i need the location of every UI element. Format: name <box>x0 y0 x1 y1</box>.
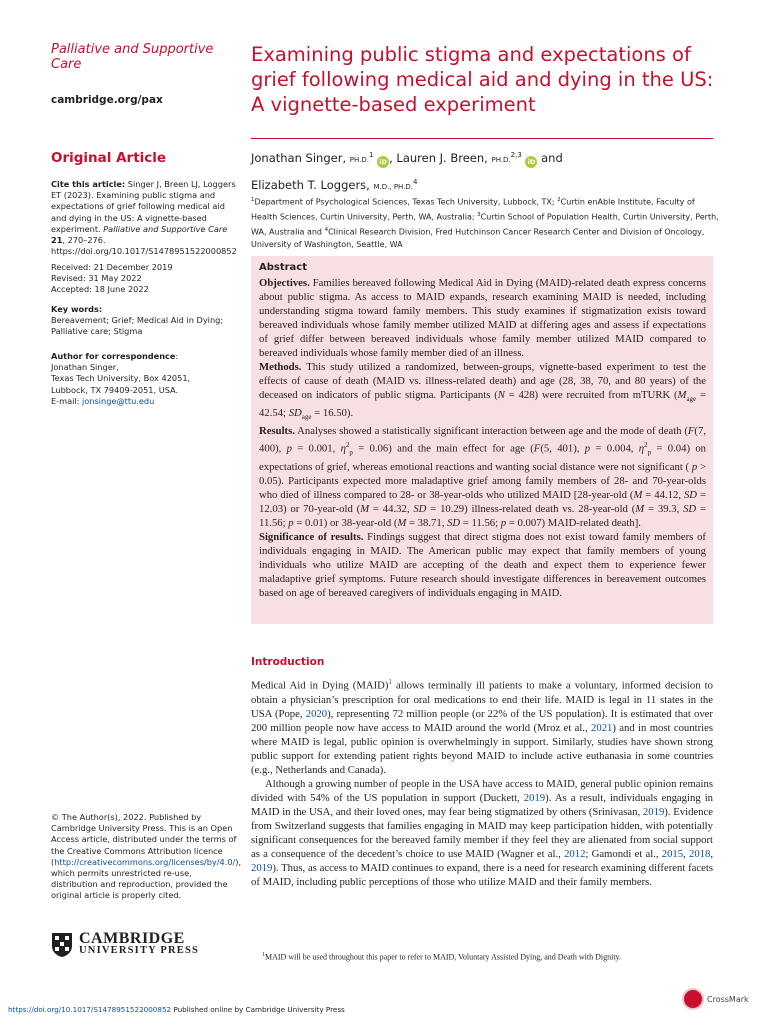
para-text: ), representing 72 million people (or 22% of the US population). It is estimated that over 200 million people now have access to MAID around the world (Mroz et al., <box>251 707 713 734</box>
logo-text <box>79 930 200 957</box>
reference-link[interactable]: 2021 <box>591 721 613 734</box>
received-date: Received: 21 December 2019 <box>51 262 173 272</box>
para-text: , <box>683 847 689 860</box>
abstract-objectives <box>259 276 706 360</box>
footnote-text: MAID will be used throughout this paper to refer to MAID, Voluntary Assisted Dying, and Death with Dignity. <box>265 952 622 962</box>
results-text: = 11.56; <box>460 516 501 529</box>
logo-line-1: CAMBRIDGE <box>79 930 185 947</box>
affil-3: Curtin School of Population Health, Curtin University, Perth, WA, Australia and <box>251 212 719 237</box>
corr-email-link[interactable]: jonsinge@ttu.edu <box>82 395 155 406</box>
methods-text: = 16.50). <box>311 407 354 420</box>
results-text: > 0.05). Participants expected more maladaptive grief among family members of 28- and 70-year-olds who died of illness compared to 28- or 38-year-olds who utilized MAID [28-year-old ( <box>259 460 706 501</box>
crossmark-icon <box>682 988 704 1010</box>
article-type: Original Article <box>51 150 167 166</box>
affil-sup-3: 3 <box>477 212 481 219</box>
cite-pages: , 270–276. https://doi.org/10.1017/S1478951522000852 <box>51 235 237 257</box>
cite-label: Cite this article: <box>51 179 126 189</box>
stat-p: p <box>288 516 294 529</box>
results-text: = 0.001, <box>291 442 341 455</box>
significance-label: Significance of results. <box>259 530 364 543</box>
author-list: Jonathan Singer, PH.D.$^1$ iD , Lauren J. Breen, PH.D.$^{2,3}$ iD and Elizabeth T. Loggers, M.D., PH.D.$^4$ <box>251 150 563 192</box>
keywords-list: Bereavement; Grief; Medical Aid in Dying; Palliative care; Stigma <box>51 315 224 337</box>
body-text <box>251 675 713 889</box>
para-text: , <box>710 847 714 860</box>
para-text: Medical Aid in Dying (MAID) <box>251 679 389 692</box>
stat-m: M <box>397 516 407 529</box>
affiliations <box>251 194 721 252</box>
results-text: (5, 401), <box>540 442 585 455</box>
para-text: ; Gamondi et al., <box>585 847 662 860</box>
objectives-label: Objectives. <box>259 277 310 289</box>
stat-m: M <box>635 502 645 515</box>
stat-sup: 2 <box>345 441 350 450</box>
stat-sub: age <box>301 413 312 422</box>
footnote <box>262 952 621 962</box>
reference-link[interactable]: 2019 <box>642 805 665 818</box>
author-3: Elizabeth T. Loggers, <box>251 177 370 192</box>
affil-sup-4: 4 <box>324 227 329 234</box>
stat-sup: 2 <box>644 441 648 450</box>
stat-eta: η <box>340 442 346 455</box>
results-text: = 0.04) on expectations of grief, whereas emotional reactions and wanting social distance were not significant ( <box>259 442 707 473</box>
journal-name: Palliative and Supportive Care <box>51 42 214 72</box>
author-1: Jonathan Singer, <box>251 150 347 165</box>
author-1-degree: PH.D. <box>349 155 369 164</box>
results-label: Results. <box>259 425 295 438</box>
license-text-2: ), which permits unrestricted re-use, distribution and reproduction, provided the original article is properly cited. <box>51 856 242 901</box>
reference-link[interactable]: 2019 <box>523 791 546 804</box>
corr-address-2: Lubbock, TX 79409-2051, USA. <box>51 384 179 395</box>
affil-4: Clinical Research Division, Fred Hutchinson Cancer Research Center and Division of Oncology, University of Washington, Seattle, WA <box>251 227 705 250</box>
abstract-box <box>251 256 713 624</box>
stat-p: p <box>500 516 507 529</box>
logo-line-2: UNIVERSITY PRESS <box>79 945 200 956</box>
affil-1: Department of Psychological Sciences, Texas Tech University, Lubbock, TX; <box>254 197 558 207</box>
author-3-affil: 4 <box>413 177 418 186</box>
results-text: = 0.01) or 38-year-old ( <box>293 516 398 529</box>
stat-p: p <box>286 442 292 455</box>
published-note: Published online by Cambridge University Press <box>171 1005 345 1014</box>
citation-block <box>51 179 241 257</box>
corr-name: Jonathan Singer, <box>51 362 119 373</box>
para-text: ). Evidence from Switzerland suggests that families engaging in MAID may keep participation hidden, with potentially significant consequences for the bereaved family member if they feel they are alienated from social support as a consequence of the decedent’s choice to use MAID (Wagner et al., <box>251 805 713 860</box>
objectives-text: Families bereaved following Medical Aid in Dying (MAID)-related death express concerns about public stigma. As access to MAID expands, research examining MAID is needed, including understanding stigma toward family members. This study examines if stigmatization exists toward bereaved individuals whose family member utilized MAID at differing ages and assess if expectations of grief differ between bereaved individuals whose family member utilized MAID compared to bereaved individuals whose family member died of an illness. <box>259 277 706 359</box>
stat-n: N <box>497 389 505 401</box>
para-text: ). As a result, individuals engaging in MAID in the USA, and their loved ones, may fear being stigmatized by others (Srinivasan, <box>251 791 714 818</box>
crossmark-badge[interactable] <box>682 988 749 1010</box>
results-text: (7, 400), <box>259 425 706 455</box>
footnote-marker[interactable]: 1 <box>388 678 392 686</box>
stat-sub: age <box>686 395 697 404</box>
results-text: = 10.29) illness-related death vs. 28-year-old ( <box>426 502 636 515</box>
results-text: = 39.3, <box>644 502 684 515</box>
abstract-heading: Abstract <box>259 262 308 273</box>
keywords-label: Key words: <box>51 304 103 314</box>
cambridge-shield-icon <box>51 932 73 958</box>
doi-link[interactable]: https://doi.org/10.1017/S1478951522000852 <box>8 1005 172 1014</box>
affil-2: Curtin enAble Institute, Faculty of Health Sciences, Curtin University, Perth, WA, Australia; <box>251 197 695 222</box>
footnote-number: 1 <box>262 952 265 958</box>
stat-p: p <box>584 442 591 455</box>
orcid-icon[interactable]: iD <box>377 156 389 168</box>
stat-f: F <box>533 442 541 455</box>
author-2-affil: 2,3 <box>510 151 522 159</box>
para-text: ) and in most countries where MAID is legal, public opinion is overwhelmingly in support. Similarly, studies have shown strong public support for extending patient rights beyond MAID to include active euthanasia in some countries (e.g., Netherlands and Canada). <box>251 721 714 776</box>
reference-link[interactable]: 2020 <box>305 707 328 720</box>
author-2-degree: PH.D. <box>491 155 511 164</box>
left-sidebar <box>51 42 242 956</box>
dates-block <box>51 262 173 296</box>
reference-link[interactable]: 2019 <box>251 861 273 874</box>
orcid-icon[interactable]: iD <box>525 156 537 168</box>
reference-link[interactable]: 2018 <box>688 847 711 860</box>
results-text: = 0.004, <box>590 442 639 455</box>
correspondence-block <box>51 351 241 407</box>
corr-email-line <box>51 396 241 407</box>
article-title: Examining public stigma and expectations of grief following medical aid and dying in the US: A vignette-based experiment <box>251 43 714 116</box>
significance-text: Findings suggest that direct stigma does not exist toward family members of individuals engaging in MAID. The American public may expect that family members of young individuals who utilize MAID are accepting of the death and expect them to experience fewer maladaptive grief symptoms. Future research should investigate differences in bereavement outcomes based on age of bereaved caregivers of individuals engaging in MAID. <box>259 530 706 599</box>
author-2: Lauren J. Breen, <box>396 150 488 165</box>
results-text: = 44.32, <box>369 502 414 515</box>
stat-sd: SD <box>447 516 461 529</box>
stat-f: F <box>687 425 695 438</box>
abstract-significance <box>259 530 706 600</box>
title-rule <box>251 138 713 139</box>
methods-text: This study utilized a randomized, between-groups, vignette-based experiment to test the effects of cause of death (MAID vs. illness-related death) and age (28, 38, 70, and 80 years) of the deceased on indicators of public stigma. Participants ( <box>259 361 706 401</box>
para-text: ). Thus, as access to MAID continues to expand, there is a need for research examining different facets of MAID, including public perceptions of those who utilize MAID and their family members. <box>251 861 713 888</box>
stat-m: M <box>633 488 643 501</box>
reference-link[interactable]: 2015 <box>661 847 684 860</box>
stat-m: M <box>360 502 370 515</box>
methods-text: = 42.54; <box>259 389 706 420</box>
introduction-heading: Introduction <box>251 656 325 668</box>
abstract-methods <box>259 360 706 424</box>
para-text: allows terminally ill patients to make a voluntary, informed decision to obtain a physician’s prescription for oral medications to end their life. MAID is legal in 11 states in the USA (Pope, <box>251 679 713 720</box>
license-link[interactable]: http://creativecommons.org/licenses/by/4.0/ <box>54 856 236 867</box>
stat-sd: SD <box>413 502 427 515</box>
reference-link[interactable]: 2012 <box>564 847 586 860</box>
results-text: = 38.71, <box>406 516 448 529</box>
accepted-date: Accepted: 18 June 2022 <box>51 284 149 295</box>
stat-p: p <box>691 460 698 473</box>
crossmark-label: CrossMark <box>707 994 749 1004</box>
cite-volume: 21 <box>51 235 63 246</box>
author-3-degree: M.D., PH.D. <box>373 182 414 191</box>
results-text: = 12.03) or 70-year-old ( <box>259 488 706 515</box>
cite-journal: Palliative and Supportive Care <box>103 223 228 234</box>
corr-label: Author for correspondence <box>51 351 176 361</box>
methods-label: Methods. <box>259 361 302 373</box>
intro-paragraph-2 <box>251 777 713 889</box>
author-and: and <box>541 150 563 165</box>
results-text: = 0.06) and the main effect for age ( <box>352 442 534 455</box>
methods-text: = 428) were recruited from mTURK ( <box>504 389 678 401</box>
affil-sup-2: 2 <box>557 197 561 203</box>
intro-paragraph-1 <box>251 675 713 777</box>
keywords-block <box>51 304 241 338</box>
author-1-affil: 1 <box>368 151 374 159</box>
page-footer <box>8 1005 345 1014</box>
corr-colon: : <box>175 351 179 361</box>
journal-site[interactable]: cambridge.org/pax <box>51 94 163 106</box>
stat-sd: SD <box>683 502 697 515</box>
abstract-results <box>259 424 706 530</box>
stat-sub: p <box>349 448 353 457</box>
license-block <box>51 812 241 902</box>
affil-sup-1: 1 <box>251 197 255 203</box>
corr-email-label: E-mail: <box>51 395 83 406</box>
results-text: Analyses showed a statistically significant interaction between age and the mode of death ( <box>294 425 688 438</box>
stat-m: M <box>677 389 687 401</box>
results-text: = 44.12, <box>642 488 684 501</box>
results-text: = 0.007) MAID-related death]. <box>506 516 641 529</box>
revised-date: Revised: 31 May 2022 <box>51 273 142 284</box>
stat-sd: SD <box>288 407 302 420</box>
para-text: Although a growing number of people in the USA have access to MAID, general public opinion remains divided with 54% of the US population in support (Duckett, <box>251 777 713 804</box>
license-text-1: © The Author(s), 2022. Published by Cambridge University Press. This is an Open Access article, distributed under the terms of the Creative Commons Attribution licence ( <box>51 812 237 867</box>
stat-sd: SD <box>683 488 698 501</box>
results-text: = 11.56; <box>259 502 706 529</box>
cite-text: Singer J, Breen LJ, Loggers ET (2023). Examining public stigma and expectations of grief following medical aid and dying in the US: A vignette-based experiment. <box>51 179 236 234</box>
stat-sub: p <box>647 448 652 457</box>
cambridge-logo[interactable] <box>51 932 199 958</box>
stat-eta: η <box>638 442 645 455</box>
corr-address-1: Texas Tech University, Box 42051, <box>51 373 191 384</box>
